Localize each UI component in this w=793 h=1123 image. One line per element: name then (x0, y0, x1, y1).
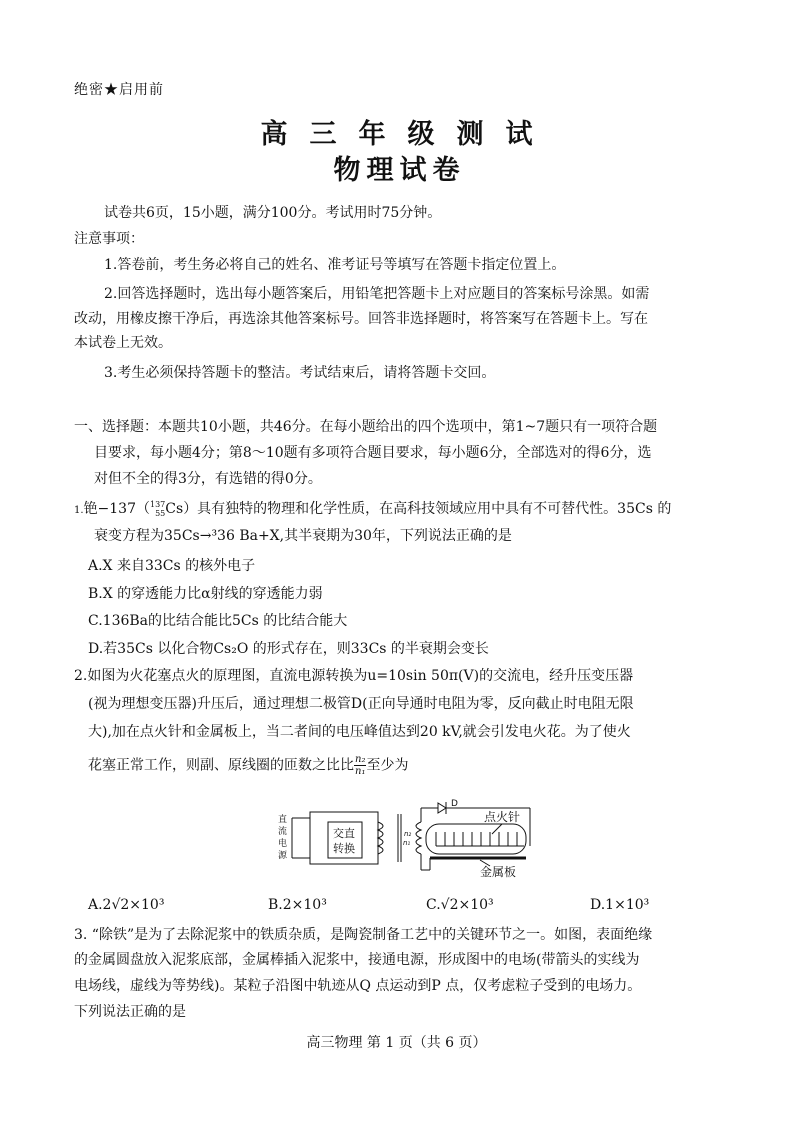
converter-label-2: 转换 (333, 842, 355, 855)
section-1-line-3: 对但不全的得3分，有选错的得0分。 (94, 471, 322, 487)
section-1-line-1: 一、选择题：本题共10小题，共46分。在每小题给出的四个选项中，第1~7题只有一项符合题 (74, 419, 658, 435)
diode-label: D (451, 799, 458, 809)
secondary-coil (416, 822, 421, 854)
question-3-line-2: 的金属圆盘放入泥浆底部，金属棒插入泥浆中，接通电源，形成图中的电场(带箭头的实线为 (74, 952, 640, 968)
metal-plate-label: 金属板 (480, 865, 517, 879)
primary-turns-label: n₁ (403, 839, 411, 847)
notes-heading: 注意事项： (74, 231, 144, 247)
page-footer: 高三物理 第 1 页（共 6 页） (306, 1035, 487, 1051)
dc-source-label-1: 直 (278, 815, 288, 825)
question-1-number: 1. (74, 505, 84, 516)
question-2-line-4-pre: 花塞正常工作，则副、原线圈的匝数之比比 (88, 757, 354, 774)
confidential-label: 绝密★启用前 (74, 82, 164, 98)
q1-option-d: D.若35Cs 以化合物Cs₂O 的形式存在，则33Cs 的半衰期会变长 (88, 641, 489, 657)
q1-option-b: B.X 的穿透能力比α射线的穿透能力弱 (88, 586, 323, 602)
q2-option-d: D.1×10³ (590, 897, 650, 913)
spark-plug-housing (426, 824, 526, 854)
note-2-line-2: 改动，用橡皮擦干净后，再选涂其他答案标号。回答非选择题时，将答案写在答题卡上。写在 (74, 311, 648, 327)
question-2-line-4-post: 至少为 (366, 757, 409, 774)
q2-option-b: B.2×10³ (268, 897, 327, 913)
note-3: 3.考生必须保持答题卡的整洁。考试结束后，请将答题卡交回。 (104, 365, 496, 381)
diode-triangle (438, 803, 446, 813)
question-3-line-4: 下列说法正确的是 (74, 1004, 186, 1020)
question-3-line-1: 3. “除铁”是为了去除泥浆中的铁质杂质，是陶瓷制备工艺中的关键环节之一。如图，表面绝缘 (74, 927, 653, 943)
dc-source-label-2: 流 (278, 827, 288, 837)
isotope-mass-number: 137 (150, 500, 166, 509)
q1-option-a: A.X 来自33Cs 的核外电子 (88, 558, 256, 574)
fraction-denominator: n₁ (355, 766, 366, 777)
primary-coil (378, 822, 383, 854)
question-2-line-2: (视为理想变压器)升压后，通过理想二极管D(正向导通时电阻为零，反向截止时电阻无限 (88, 696, 634, 712)
exam-title: 高三年级测试 (260, 119, 555, 150)
isotope-symbol: Cs (165, 501, 184, 517)
dc-source-label-3: 电 (278, 839, 288, 849)
q2-option-a: A.2√2×10³ (88, 897, 165, 913)
spark-plug-circuit-diagram (270, 798, 540, 880)
fraction-numerator: n₂ (355, 754, 366, 765)
isotope-atomic-number: 55 (155, 509, 166, 518)
turns-ratio-fraction (354, 754, 366, 777)
section-1-line-2: 目要求，每小题4分；第8～10题有多项符合题目要求，每小题6分，全部选对的得6分，选 (94, 445, 652, 461)
exam-info: 试卷共6页，15小题，满分100分。考试用时75分钟。 (104, 205, 442, 221)
dc-source-label-4: 源 (278, 851, 288, 861)
note-1: 1.答卷前，考生务必将自己的姓名、准考证号等填写在答题卡指定位置上。 (104, 257, 566, 273)
question-1-post: ）具有独特的物理和化学性质，在高科技领域应用中具有不可替代性。35Cs 的 (183, 501, 672, 517)
q1-option-c: C.136Ba的比结合能比5Cs 的比结合能大 (88, 613, 348, 629)
secondary-turns-label: n₂ (404, 830, 412, 838)
question-1-pre: 铯−137（ (83, 501, 150, 517)
ignition-needle-label: 点火针 (484, 810, 521, 824)
exam-subtitle: 物理试卷 (333, 155, 466, 186)
q2-option-c: C.√2×10³ (426, 897, 494, 913)
note-2-line-1: 2.回答选择题时，选出每小题答案后，用铅笔把答题卡上对应题目的答案标号涂黑。如需 (104, 286, 650, 302)
question-1-line-1 (74, 500, 671, 518)
question-2-line-4 (88, 754, 408, 777)
question-1-line-2: 衰变方程为35Cs→³36 Ba+X,其半衰期为30年，下列说法正确的是 (94, 528, 512, 544)
note-2-line-3: 本试卷上无效。 (74, 335, 172, 351)
question-3-line-3: 电场线，虚线为等势线)。某粒子沿图中轨迹从Q 点运动到P 点，仅考虑粒子受到的电场力。 (74, 978, 642, 994)
question-2-line-1: 2.如图为火花塞点火的原理图，直流电源转换为u=10sin 50π(V)的交流电，经升压变压器 (74, 668, 634, 684)
question-2-line-3: 大),加在点火针和金属板上，当二者间的电压峰值达到20 kV,就会引发电火花。为了使火 (88, 724, 631, 740)
converter-label-1: 交直 (333, 827, 355, 840)
